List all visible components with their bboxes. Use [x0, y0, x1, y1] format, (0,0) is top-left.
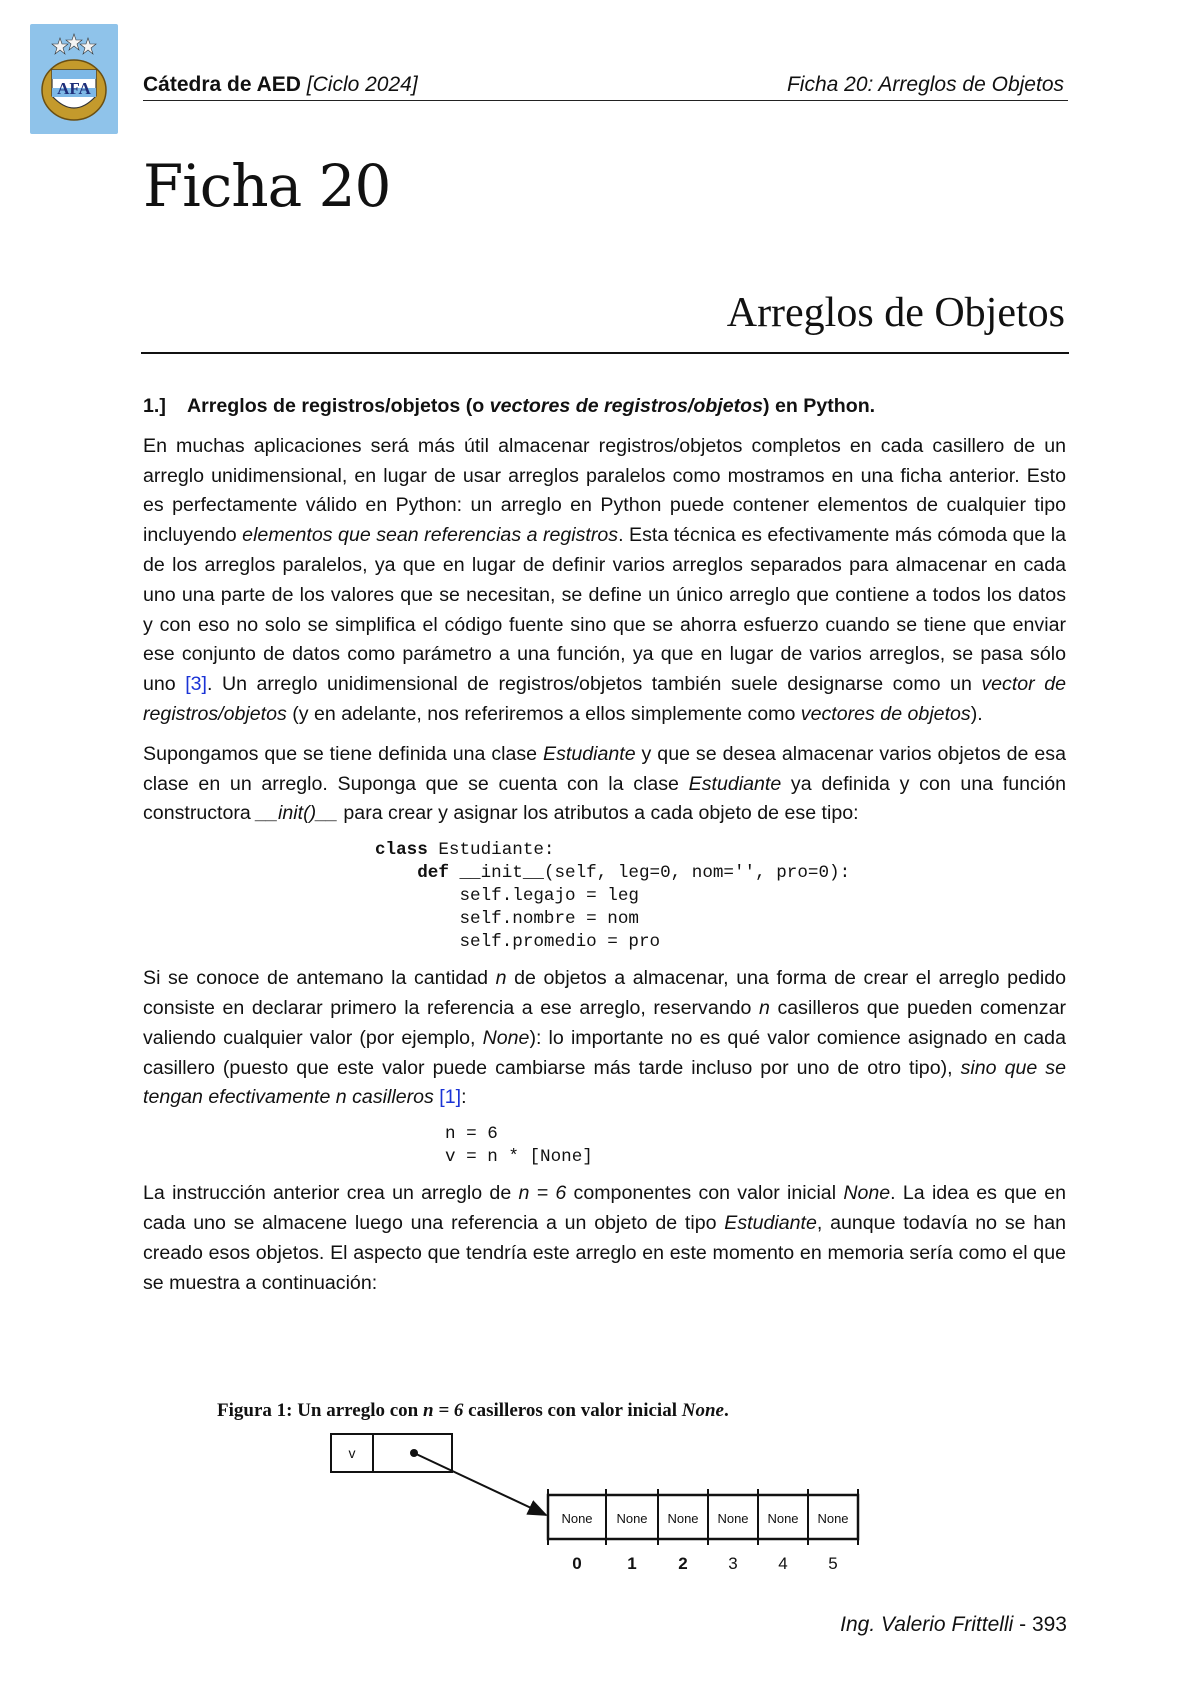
- page-title: Ficha 20: [143, 152, 391, 220]
- paragraph-4: La instrucción anterior crea un arreglo de n = 6 componentes con valor inicial None. La idea es que en cada uno se almacene luego una referencia a un objeto de tipo Estudiante, aunque todavía no se han creado esos objetos. El aspecto que tendría este arreglo en este momento en memoria sería como el que se muestra a continuación:: [143, 1182, 1066, 1294]
- array-cells: [548, 1489, 858, 1545]
- main-content: [143, 392, 1066, 1308]
- paragraph-1: En muchas aplicaciones será más útil almacenar registros/objetos completos en cada casillero de un arreglo unidimensional, en lugar de usar arreglos paralelos como mostramos en una ficha anterior. Esto es perfectamente válido en Python: un arreglo en Python puede contener elementos de cualquier tipo incluyendo elementos que sean referencias a registros. Esta técnica es efectivamente más cómoda que la de los arreglos paralelos, ya que en lugar de definir varios arreglos separados para almacenar en cada uno una parte de los valores que se necesitan, se define un único arreglo que contiene a todos los datos y con eso no solo se simplifica el código fuente sino que se ahorra esfuerzo cuando se tiene que enviar ese conjunto de datos como parámetro a una función, ya que en lugar de varios arreglos, se pasa sólo uno [3]. Un arreglo unidimensional de registros/objetos también suele designarse como un vector de registros/objetos (y en adelante, nos referiremos a ellos simplemente como vectores de objetos).: [143, 434, 1066, 725]
- page-footer: Ing. Valerio Frittelli - 393: [840, 1613, 1067, 1636]
- array-cell-value: None: [667, 1511, 699, 1526]
- array-cell-value: None: [561, 1511, 593, 1526]
- reference-link[interactable]: [3]: [185, 673, 207, 696]
- title-divider: [141, 352, 1069, 354]
- section-number: 1.]: [143, 395, 166, 417]
- array-index-label: 2: [678, 1554, 688, 1573]
- header-course: Cátedra de AED: [143, 73, 301, 96]
- figure-caption: Figura 1: Un arreglo con n = 6 casilleros con valor inicial None.: [217, 1400, 729, 1421]
- afa-logo: [30, 24, 118, 134]
- header-cycle: [Ciclo 2024]: [306, 73, 418, 96]
- footer-author: Ing. Valerio Frittelli: [840, 1613, 1014, 1636]
- array-index-label: 4: [778, 1554, 788, 1573]
- array-index-label: 1: [627, 1554, 637, 1573]
- page-number: 393: [1031, 1613, 1067, 1636]
- header-sheet-title: Ficha 20: Arreglos de Objetos: [786, 73, 1064, 96]
- array-cell-value: None: [616, 1511, 648, 1526]
- array-diagram: [320, 1425, 900, 1575]
- reference-link[interactable]: [1]: [439, 1086, 462, 1109]
- array-indices: [572, 1554, 837, 1573]
- variable-label: v: [348, 1445, 356, 1461]
- array-index-label: 0: [572, 1554, 582, 1573]
- array-cell-value: None: [817, 1511, 849, 1526]
- page-header: [143, 70, 1068, 101]
- array-frame: [548, 1495, 858, 1539]
- code-block-array: n = 6 v = n * [None]: [445, 1124, 593, 1168]
- page-subtitle: Arreglos de Objetos: [726, 290, 1065, 336]
- section-heading: 1.] Arreglos de registros/objetos (o vectores de registros/objetos) en Python.: [143, 392, 1066, 422]
- array-cell-value: None: [717, 1511, 749, 1526]
- reference-arrow: [414, 1453, 546, 1515]
- array-index-label: 5: [828, 1554, 838, 1573]
- logo-text: AFA: [57, 79, 91, 98]
- paragraph-2: Supongamos que se tiene definida una clase Estudiante y que se desea almacenar varios objetos de esa clase en un arreglo. Suponga que se cuenta con la clase Estudiante ya definida y con una función constructora __init()__ para crear y asignar los atributos a cada objeto de ese tipo:: [143, 742, 1066, 825]
- array-cell-value: None: [767, 1511, 799, 1526]
- paragraph-3: Si se conoce de antemano la cantidad n de objetos a almacenar, una forma de crear el arreglo pedido consiste en declarar primero la referencia a ese arreglo, reservando n casilleros que pueden comenzar valiendo cualquier valor (por ejemplo, None): lo importante no es qué valor comience asignado en cada casillero (puesto que este valor puede cambiarse más tarde incluso por uno de otro tipo), sino que se tengan efectivamente n casilleros [1]:: [143, 967, 1066, 1109]
- array-index-label: 3: [728, 1554, 738, 1573]
- code-block-class: class Estudiante: def __init__(self, leg=0, nom='', pro=0): self.legajo = leg self.nombre = nom self.promedio = pro: [375, 840, 851, 953]
